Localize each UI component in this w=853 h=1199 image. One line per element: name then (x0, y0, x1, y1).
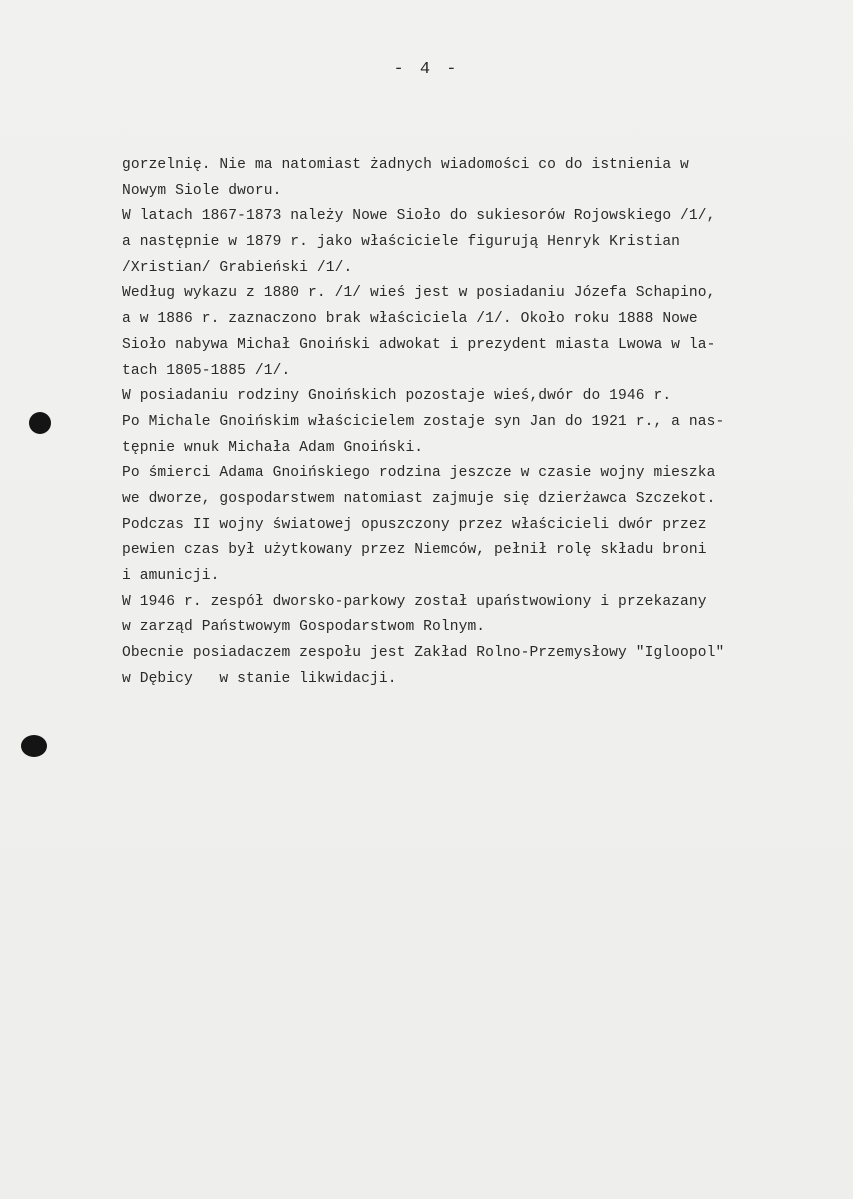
text-line: Po śmierci Adama Gnoińskiego rodzina jeszcze w czasie wojny mieszka (122, 465, 716, 482)
text-line: W posiadaniu rodziny Gnoińskich pozostaje wieś,dwór do 1946 r. (122, 388, 672, 405)
text-line: a następnie w 1879 r. jako właściciele figurują Henryk Kristian (122, 234, 681, 251)
text-line: W latach 1867-1873 należy Nowe Sioło do sukiesorów Rojowskiego /1/, (122, 208, 716, 225)
text-line: tach 1805-1885 /1/. (122, 362, 291, 379)
text-line: Według wykazu z 1880 r. /1/ wieś jest w posiadaniu Józefa Schapino, (122, 285, 716, 302)
text-line: Po Michale Gnoińskim właścicielem zostaje syn Jan do 1921 r., a nas- (122, 413, 725, 430)
text-line: i amunicji. (122, 568, 220, 584)
punch-hole-lower (21, 735, 47, 757)
text-line: Nowym Siole dworu. (122, 182, 282, 199)
text-line: Sioło nabywa Michał Gnoiński adwokat i prezydent miasta Lwowa w la- (122, 336, 716, 353)
text-line: tępnie wnuk Michała Adam Gnoiński. (122, 439, 424, 456)
text-line: Obecnie posiadaczem zespołu jest Zakład Rolno-Przemysłowy "Igloopol" (122, 645, 725, 662)
text-line: w Dębicy w stanie likwidacji. (122, 670, 397, 687)
text-line: gorzelnię. Nie ma natomiast żadnych wiadomości co do istnienia w (122, 157, 689, 173)
text-line: we dworze, gospodarstwem natomiast zajmuje się dzierżawca Szczekot. (122, 490, 716, 507)
text-line: W 1946 r. zespół dworsko-parkowy został upaństwowiony i przekazany (122, 593, 707, 610)
text-line: pewien czas był użytkowany przez Niemców, pełnił rolę składu broni (122, 542, 707, 559)
text-line: /Xristian/ Grabieński /1/. (122, 259, 353, 276)
punch-hole-upper (29, 412, 51, 434)
body-text (122, 153, 842, 692)
text-line: Podczas II wojny światowej opuszczony przez właścicieli dwór przez (122, 516, 707, 533)
page-number: - 4 - (393, 60, 460, 79)
text-line: a w 1886 r. zaznaczono brak właściciela /1/. Około roku 1888 Nowe (122, 311, 698, 328)
text-line: w zarząd Państwowym Gospodarstwom Rolnym. (122, 619, 486, 636)
